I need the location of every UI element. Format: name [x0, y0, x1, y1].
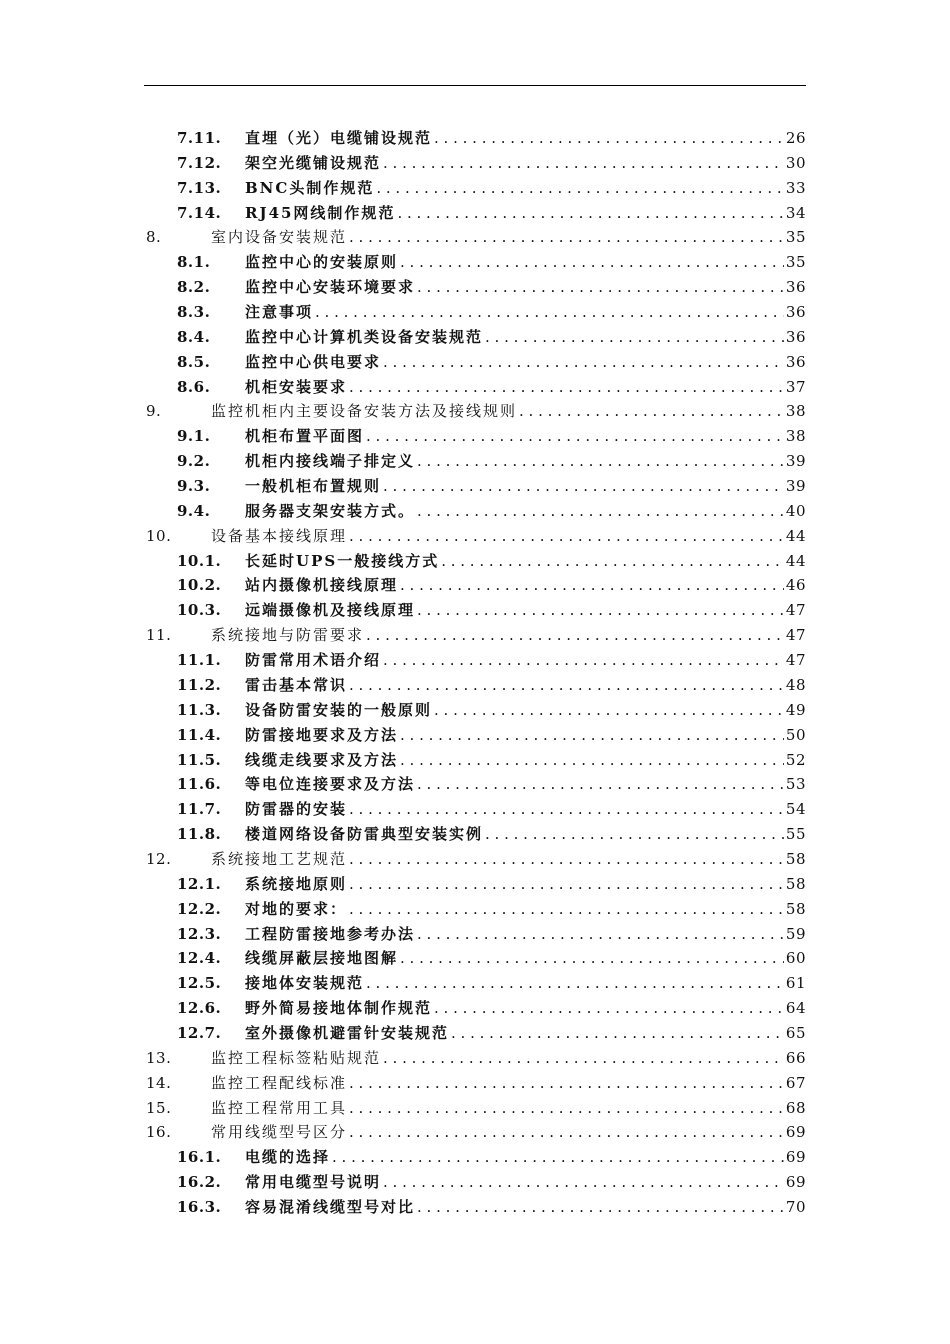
toc-entry[interactable]	[0, 822, 950, 846]
toc-entry[interactable]	[0, 847, 950, 871]
toc-entry-number: 10.1.	[177, 551, 222, 570]
toc-entry[interactable]	[0, 1195, 950, 1219]
toc-entry-title: 防雷器的安装	[245, 800, 348, 819]
toc-entry-line	[245, 946, 806, 970]
toc-entry-title: 机柜内接线端子排定义	[245, 452, 416, 471]
toc-entry-page: 69	[785, 1173, 806, 1192]
toc-dot-leader	[417, 922, 784, 946]
toc-entry-title: 容易混淆线缆型号对比	[245, 1197, 416, 1216]
toc-entry-line	[245, 996, 806, 1020]
toc-entry-title: 防雷常用术语介绍	[245, 651, 382, 670]
toc-entry-number: 10.	[146, 526, 172, 545]
toc-entry-number: 8.	[146, 228, 162, 247]
toc-entry-line	[245, 1145, 806, 1169]
toc-dot-leader	[383, 474, 784, 498]
toc-dot-leader	[397, 201, 783, 225]
toc-entry-page: 58	[785, 899, 806, 918]
toc-entry-title: 监控中心供电要求	[245, 352, 382, 371]
toc-entry-line	[245, 673, 806, 697]
toc-entry-page: 61	[785, 974, 806, 993]
toc-entry[interactable]	[0, 1046, 950, 1070]
toc-entry-page: 33	[785, 178, 806, 197]
toc-dot-leader	[434, 126, 784, 150]
toc-entry[interactable]	[0, 971, 950, 995]
toc-entry-page: 55	[785, 825, 806, 844]
toc-entry[interactable]	[0, 996, 950, 1020]
toc-entry-title: 长延时UPS一般接线方式	[245, 551, 440, 570]
header-rule	[144, 85, 806, 86]
toc-dot-leader	[315, 300, 784, 324]
toc-dot-leader	[332, 1145, 784, 1169]
toc-entry[interactable]	[0, 1071, 950, 1095]
toc-entry[interactable]	[0, 673, 950, 697]
toc-entry-number: 11.3.	[177, 700, 222, 719]
toc-dot-leader	[376, 176, 784, 200]
toc-entry[interactable]	[0, 872, 950, 896]
toc-entry-page: 58	[785, 849, 806, 868]
toc-entry-title: 系统接地原则	[245, 874, 348, 893]
toc-dot-leader	[383, 151, 784, 175]
toc-entry-title: 电缆的选择	[245, 1148, 331, 1167]
toc-dot-leader	[434, 996, 784, 1020]
toc-entry-title: 接地体安装规范	[245, 974, 365, 993]
toc-entry-page: 50	[785, 725, 806, 744]
toc-entry-page: 30	[785, 153, 806, 172]
toc-entry[interactable]	[0, 300, 950, 324]
toc-entry-page: 39	[785, 452, 806, 471]
toc-entry-line	[245, 573, 806, 597]
toc-dot-leader	[400, 250, 784, 274]
toc-entry[interactable]	[0, 474, 950, 498]
toc-dot-leader	[400, 573, 784, 597]
toc-entry[interactable]	[0, 375, 950, 399]
toc-entry-page: 26	[785, 129, 806, 147]
toc-entry-number: 9.3.	[177, 477, 211, 496]
toc-entry-number: 10.3.	[177, 601, 222, 620]
toc-entry-line	[245, 325, 806, 349]
toc-entry-page: 35	[785, 253, 806, 272]
toc-entry-page: 52	[785, 750, 806, 769]
toc-entry-line	[211, 1071, 806, 1095]
toc-entry-page: 67	[785, 1073, 806, 1092]
toc-entry-number: 16.3.	[177, 1197, 222, 1216]
toc-dot-leader	[383, 648, 784, 672]
toc-entry-title: 一般机柜布置规则	[245, 477, 382, 496]
toc-entry[interactable]	[0, 698, 950, 722]
toc-entry[interactable]	[0, 1021, 950, 1045]
toc-entry[interactable]	[0, 797, 950, 821]
toc-entry-line	[245, 350, 806, 374]
toc-entry-title: 机柜安装要求	[245, 377, 348, 396]
toc-entry-number: 7.13.	[177, 178, 222, 197]
toc-entry-line	[211, 225, 806, 249]
toc-entry-line	[245, 474, 806, 498]
toc-entry-number: 8.5.	[177, 352, 211, 371]
toc-dot-leader	[349, 524, 784, 548]
toc-dot-leader	[349, 225, 784, 249]
toc-entry-number: 11.5.	[177, 750, 222, 769]
toc-entry[interactable]	[0, 897, 950, 921]
toc-entry-title: 室内设备安装规范	[211, 228, 348, 247]
toc-entry-title: 等电位连接要求及方法	[245, 775, 416, 794]
toc-entry-number: 11.8.	[177, 825, 222, 844]
toc-dot-leader	[441, 549, 784, 573]
toc-dot-leader	[400, 946, 784, 970]
toc-entry-title: 工程防雷接地参考办法	[245, 924, 416, 943]
toc-entry-number: 9.	[146, 402, 162, 421]
toc-entry[interactable]	[0, 151, 950, 175]
toc-dot-leader	[349, 847, 784, 871]
toc-entry[interactable]	[0, 424, 950, 448]
toc-entry-page: 65	[785, 1023, 806, 1042]
toc-entry[interactable]	[0, 1096, 950, 1120]
toc-entry-line	[245, 1021, 806, 1045]
toc-entry-page: 69	[785, 1123, 806, 1142]
toc-entry-number: 11.6.	[177, 775, 222, 794]
toc-entry-title: 架空光缆铺设规范	[245, 153, 382, 172]
toc-entry-number: 12.1.	[177, 874, 222, 893]
toc-entry-title: 防雷接地要求及方法	[245, 725, 399, 744]
toc-entry-line	[245, 449, 806, 473]
toc-entry-page: 37	[785, 377, 806, 396]
toc-entry-number: 11.4.	[177, 725, 222, 744]
toc-dot-leader	[451, 1021, 784, 1045]
toc-entry-number: 16.2.	[177, 1173, 222, 1192]
toc-entry[interactable]	[0, 723, 950, 747]
toc-entry-title: 系统接地与防雷要求	[211, 626, 365, 645]
toc-entry-line	[245, 126, 806, 150]
toc-entry-line	[211, 1120, 806, 1144]
toc-entry-number: 11.	[146, 626, 172, 645]
toc-entry-line	[245, 822, 806, 846]
toc-dot-leader	[383, 350, 784, 374]
toc-entry[interactable]	[0, 623, 950, 647]
toc-entry-number: 7.11.	[177, 129, 222, 147]
toc-entry-page: 38	[785, 402, 806, 421]
toc-dot-leader	[417, 275, 784, 299]
toc-entry-line	[245, 549, 806, 573]
toc-entry-page: 47	[785, 651, 806, 670]
toc-entry-line	[245, 151, 806, 175]
toc-dot-leader	[366, 424, 784, 448]
toc-entry[interactable]	[0, 350, 950, 374]
toc-entry-line	[245, 922, 806, 946]
toc-dot-leader	[417, 1195, 784, 1219]
toc-entry-page: 44	[785, 551, 806, 570]
toc-entry[interactable]	[0, 499, 950, 523]
toc-entry-line	[211, 623, 806, 647]
toc-entry-number: 13.	[146, 1048, 172, 1067]
toc-entry-line	[245, 872, 806, 896]
toc-dot-leader	[400, 748, 784, 772]
toc-dot-leader	[383, 1170, 784, 1194]
toc-entry-number: 8.4.	[177, 327, 211, 346]
toc-entry-title: 对地的要求：	[245, 899, 348, 918]
toc-entry-number: 8.6.	[177, 377, 211, 396]
toc-entry[interactable]	[0, 524, 950, 548]
toc-entry-number: 12.2.	[177, 899, 222, 918]
toc-entry-line	[211, 1096, 806, 1120]
toc-dot-leader	[417, 598, 784, 622]
toc-entry-number: 16.1.	[177, 1148, 222, 1167]
toc-entry-number: 8.1.	[177, 253, 211, 272]
toc-entry-title: 室外摄像机避雷针安装规范	[245, 1023, 450, 1042]
toc-entry-line	[245, 797, 806, 821]
toc-entry-line	[211, 524, 806, 548]
toc-entry[interactable]	[0, 225, 950, 249]
toc-entry-number: 15.	[146, 1098, 172, 1117]
toc-entry-title: 雷击基本常识	[245, 675, 348, 694]
toc-entry-title: 注意事项	[245, 303, 314, 322]
toc-entry-line	[245, 375, 806, 399]
toc-entry-line	[245, 723, 806, 747]
toc-entry-title: RJ45网线制作规范	[245, 203, 396, 222]
toc-entry[interactable]	[0, 399, 950, 423]
toc-dot-leader	[349, 673, 784, 697]
toc-entry-page: 58	[785, 874, 806, 893]
toc-entry-page: 53	[785, 775, 806, 794]
toc-dot-leader	[349, 1096, 784, 1120]
toc-entry-line	[245, 971, 806, 995]
toc-dot-leader	[417, 449, 784, 473]
toc-entry-page: 40	[785, 501, 806, 520]
toc-entry[interactable]	[0, 648, 950, 672]
toc-entry-page: 34	[785, 203, 806, 222]
toc-entry-page: 59	[785, 924, 806, 943]
toc-entry-line	[245, 648, 806, 672]
toc-entry-title: 监控工程配线标准	[211, 1073, 348, 1092]
toc-entry[interactable]	[0, 748, 950, 772]
toc-entry-line	[211, 399, 806, 423]
toc-entry-page: 38	[785, 427, 806, 446]
toc-entry[interactable]	[0, 449, 950, 473]
toc-entry-line	[245, 176, 806, 200]
toc-entry[interactable]	[0, 573, 950, 597]
toc-entry-number: 9.1.	[177, 427, 211, 446]
toc-entry-line	[245, 275, 806, 299]
toc-entry-title: 直埋（光）电缆铺设规范	[245, 129, 433, 147]
toc-entry-line	[245, 300, 806, 324]
toc-entry[interactable]	[0, 549, 950, 573]
toc-entry-title: 常用电缆型号说明	[245, 1173, 382, 1192]
toc-dot-leader	[434, 698, 784, 722]
toc-entry-title: 监控机柜内主要设备安装方法及接线规则	[211, 402, 518, 421]
toc-entry-page: 70	[785, 1197, 806, 1216]
toc-entry-number: 12.4.	[177, 949, 222, 968]
toc-entry-page: 47	[785, 626, 806, 645]
toc-dot-leader	[366, 623, 784, 647]
toc-entry-page: 36	[785, 278, 806, 297]
toc-entry-title: 常用线缆型号区分	[211, 1123, 348, 1142]
toc-dot-leader	[383, 1046, 784, 1070]
toc-entry-page: 35	[785, 228, 806, 247]
toc-dot-leader	[519, 399, 784, 423]
toc-entry-number: 10.2.	[177, 576, 222, 595]
toc-entry-title: 楼道网络设备防雷典型安装实例	[245, 825, 484, 844]
toc-entry-line	[245, 1195, 806, 1219]
toc-entry-page: 68	[785, 1098, 806, 1117]
toc-dot-leader	[366, 971, 784, 995]
toc-entry-line	[245, 748, 806, 772]
toc-dot-leader	[485, 325, 784, 349]
toc-entry-title: BNC头制作规范	[245, 178, 375, 197]
toc-entry-page: 66	[785, 1048, 806, 1067]
toc-entry-number: 12.5.	[177, 974, 222, 993]
toc-entry[interactable]	[0, 1120, 950, 1144]
toc-entry-page: 46	[785, 576, 806, 595]
toc-entry-title: 监控工程常用工具	[211, 1098, 348, 1117]
toc-dot-leader	[349, 1120, 784, 1144]
toc-entry-number: 9.2.	[177, 452, 211, 471]
toc-entry-line	[245, 698, 806, 722]
toc-entry-title: 站内摄像机接线原理	[245, 576, 399, 595]
toc-entry-number: 12.6.	[177, 999, 222, 1018]
toc-entry[interactable]	[0, 598, 950, 622]
toc-entry-title: 机柜布置平面图	[245, 427, 365, 446]
toc-entry-number: 12.	[146, 849, 172, 868]
toc-entry[interactable]	[0, 275, 950, 299]
toc-entry-page: 39	[785, 477, 806, 496]
toc-entry-title: 监控中心计算机类设备安装规范	[245, 327, 484, 346]
toc-entry-page: 49	[785, 700, 806, 719]
toc-entry-page: 36	[785, 352, 806, 371]
toc-entry-page: 44	[785, 526, 806, 545]
toc-entry-title: 系统接地工艺规范	[211, 849, 348, 868]
toc-entry-line	[245, 897, 806, 921]
toc-entry-number: 7.14.	[177, 203, 222, 222]
toc-dot-leader	[349, 872, 784, 896]
toc-dot-leader	[349, 375, 784, 399]
toc-entry[interactable]	[0, 201, 950, 225]
toc-entry-line	[211, 1046, 806, 1070]
toc-entry-title: 服务器支架安装方式。	[245, 501, 416, 520]
toc-entry-number: 11.1.	[177, 651, 222, 670]
toc-entry-line	[245, 499, 806, 523]
toc-entry-number: 12.3.	[177, 924, 222, 943]
toc-entry[interactable]	[0, 176, 950, 200]
toc-entry-number: 16.	[146, 1123, 172, 1142]
toc-entry-page: 69	[785, 1148, 806, 1167]
toc-entry-title: 设备基本接线原理	[211, 526, 348, 545]
toc-entry-page: 60	[785, 949, 806, 968]
toc-entry-number: 11.7.	[177, 800, 222, 819]
toc-dot-leader	[349, 797, 784, 821]
toc-entry-number: 14.	[146, 1073, 172, 1092]
toc-entry-title: 监控工程标签粘贴规范	[211, 1048, 382, 1067]
toc-entry[interactable]	[0, 1145, 950, 1169]
toc-entry-line	[245, 772, 806, 796]
toc-entry[interactable]	[0, 772, 950, 796]
toc-entry-page: 54	[785, 800, 806, 819]
toc-entry-page: 36	[785, 327, 806, 346]
toc-entry-line	[245, 424, 806, 448]
toc-entry-number: 7.12.	[177, 153, 222, 172]
toc-entry-line	[245, 201, 806, 225]
toc-entry-title: 设备防雷安装的一般原则	[245, 700, 433, 719]
toc-entry[interactable]	[0, 250, 950, 274]
toc-entry-title: 野外简易接地体制作规范	[245, 999, 433, 1018]
toc-entry-title: 监控中心安装环境要求	[245, 278, 416, 297]
toc-entry-line	[245, 598, 806, 622]
toc-entry-page: 64	[785, 999, 806, 1018]
toc-entry-title: 线缆走线要求及方法	[245, 750, 399, 769]
toc-dot-leader	[485, 822, 784, 846]
toc-entry-title: 线缆屏蔽层接地图解	[245, 949, 399, 968]
toc-entry[interactable]	[0, 325, 950, 349]
toc-entry[interactable]	[0, 126, 950, 150]
toc-entry-number: 8.2.	[177, 278, 211, 297]
toc-entry-number: 8.3.	[177, 303, 211, 322]
toc-dot-leader	[349, 897, 784, 921]
toc-entry-line	[245, 1170, 806, 1194]
toc-entry-page: 47	[785, 601, 806, 620]
toc-entry-title: 监控中心的安装原则	[245, 253, 399, 272]
toc-dot-leader	[417, 499, 784, 523]
toc-dot-leader	[349, 1071, 784, 1095]
toc-entry[interactable]	[0, 922, 950, 946]
toc-entry-number: 9.4.	[177, 501, 211, 520]
toc-entry[interactable]	[0, 946, 950, 970]
toc-entry-title: 远端摄像机及接线原理	[245, 601, 416, 620]
toc-dot-leader	[400, 723, 784, 747]
toc-entry-number: 12.7.	[177, 1023, 222, 1042]
toc-dot-leader	[417, 772, 784, 796]
toc-entry-line	[211, 847, 806, 871]
toc-entry-page: 36	[785, 303, 806, 322]
toc-entry-line	[245, 250, 806, 274]
toc-entry-number: 11.2.	[177, 675, 222, 694]
toc-entry[interactable]	[0, 1170, 950, 1194]
toc-entry-page: 48	[785, 675, 806, 694]
